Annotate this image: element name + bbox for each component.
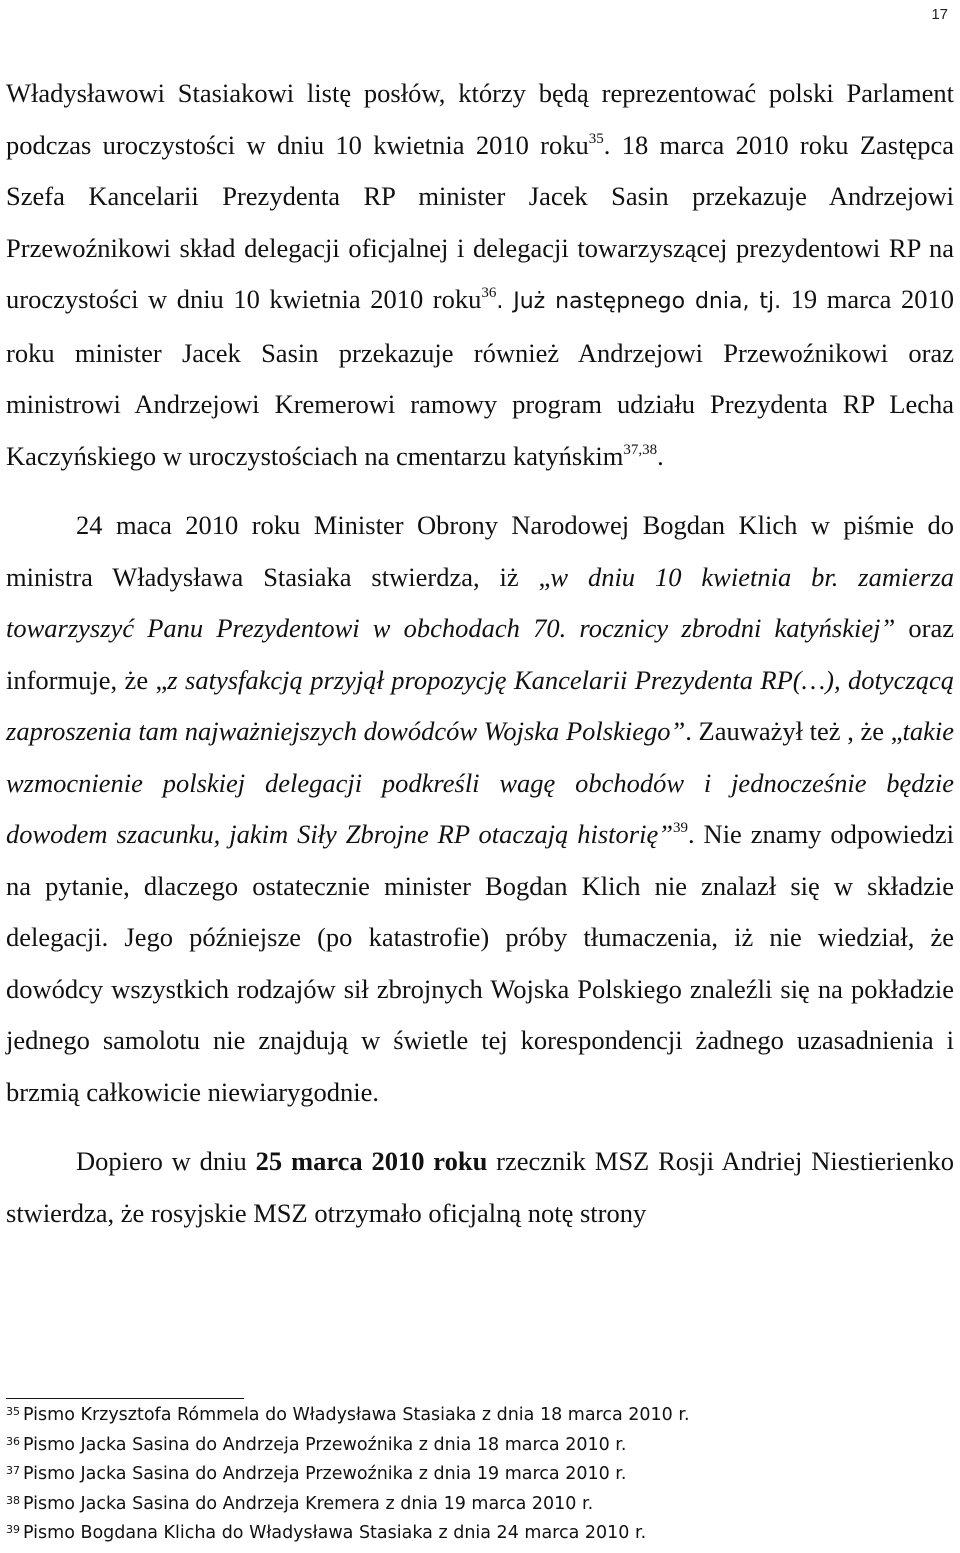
paragraph-2-quote-2: z satysfakcją przyjął propozycję Kancelarii Prezydenta RP(…), dotyczącą zaproszenia tam najważniejszych dowódców Wojska Polskiego” bbox=[6, 664, 954, 746]
paragraph-3-text-1: Dopiero w dniu bbox=[76, 1146, 256, 1176]
paragraph-2-text-1: 24 maca 2010 roku Minister Obrony Narodowej Bogdan Klich w piśmie do ministra Władysława Stasiaka stwierdza, iż „ bbox=[6, 510, 954, 592]
paragraph-2-quote-1: w dniu 10 kwietnia br. zamierza towarzyszyć Panu Prezydentowi w obchodach 70. rocznicy zbrodni katyńskiej” bbox=[6, 561, 955, 643]
footnote-ref-39: 39 bbox=[672, 820, 688, 836]
footnote-text: Pismo Jacka Sasina do Andrzeja Przewoźnika z dnia 18 marca 2010 r. bbox=[23, 1434, 627, 1455]
paragraph-1-text-1: Władysławowi Stasiakowi listę posłów, którzy będą reprezentować polski Parlament podczas uroczystości w dniu 10 kwietnia 2010 roku bbox=[6, 78, 954, 160]
footnote-text: Pismo Krzysztofa Rómmela do Władysława Stasiaka z dnia 18 marca 2010 r. bbox=[23, 1405, 690, 1425]
footnote-item bbox=[6, 1405, 946, 1435]
footnote-divider bbox=[6, 1398, 244, 1399]
paragraph-1-text-4: 19 marca 2010 roku minister Jacek Sasin przekazuje również Andrzejowi Przewoźnikowi oraz ministrowi Andrzejowi Kremerowi ramowy program udziału Prezydenta RP Lecha Kaczyńskiego w uroczystościach na cmentarzu katyńskim bbox=[6, 284, 954, 471]
footnote-item bbox=[6, 1494, 946, 1524]
footnote-number: 35 bbox=[6, 1405, 20, 1418]
footnote-text: Pismo Jacka Sasina do Andrzeja Kremera z dnia 19 marca 2010 r. bbox=[23, 1493, 594, 1514]
footnote-number: 39 bbox=[6, 1523, 20, 1536]
document-body bbox=[6, 68, 954, 1239]
footnote-ref-37-38: 37,38 bbox=[623, 441, 658, 458]
paragraph-1 bbox=[6, 68, 954, 482]
footnote-ref-35: 35 bbox=[588, 130, 604, 147]
paragraph-2-text-2: oraz informuje, że „ bbox=[6, 613, 954, 695]
paragraph-2-text-4: . Nie znamy odpowiedzi na pytanie, dlaczego ostatecznie minister Bogdan Klich nie znalazł się w składzie delegacji. Jego późniejsze (po katastrofie) próby tłumaczenia, iż nie wiedział, że dowódcy wszystkich rodzajów sił zbrojnych Wojska Polskiego znaleźli się na pokładzie jednego samolotu nie znajdują w świetle tej korespondencji żadnego uzasadnienia i brzmią całkowicie niewiarygodnie. bbox=[6, 819, 954, 1107]
page-number: 17 bbox=[931, 6, 948, 23]
paragraph-3-text-2: rzecznik MSZ Rosji Andriej Niestierienko stwierdza, że rosyjskie MSZ otrzymało oficjalną notę strony bbox=[6, 1146, 955, 1228]
footnotes bbox=[6, 1405, 946, 1553]
paragraph-2 bbox=[6, 500, 954, 1118]
footnote-item bbox=[6, 1464, 946, 1494]
paragraph-1-text-2: . 18 marca 2010 roku Zastępca Szefa Kancelarii Prezydenta RP minister Jacek Sasin przekazuje Andrzejowi Przewoźnikowi skład delegacji oficjalnej i delegacji towarzyszącej prezydentowi RP na uroczystości w dniu 10 kwietnia 2010 roku bbox=[6, 129, 954, 314]
footnote-item bbox=[6, 1435, 946, 1465]
footnote-text: Pismo Jacka Sasina do Andrzeja Przewoźnika z dnia 19 marca 2010 r. bbox=[23, 1464, 627, 1484]
footnote-number: 38 bbox=[6, 1493, 20, 1507]
footnote-text: Pismo Bogdana Klicha do Władysława Stasiaka z dnia 24 marca 2010 r. bbox=[23, 1523, 647, 1543]
footnote-number: 37 bbox=[6, 1464, 20, 1477]
paragraph-3 bbox=[6, 1136, 954, 1239]
footnote-number: 36 bbox=[6, 1434, 20, 1448]
paragraph-2-text-3: . Zauważył też , że „ bbox=[685, 716, 903, 746]
paragraph-1-text-5: . bbox=[657, 440, 664, 471]
paragraph-1-text-3: . Już następnego dnia, tj. bbox=[496, 289, 782, 314]
paragraph-2-quote-3: takie wzmocnienie polskiej delegacji podkreśli wagę obchodów i jednocześnie będzie dowodem szacunku, jakim Siły Zbrojne RP otaczają historię” bbox=[6, 716, 954, 849]
footnote-ref-36: 36 bbox=[481, 285, 497, 301]
footnote-item bbox=[6, 1523, 946, 1553]
paragraph-3-bold-date: 25 marca 2010 roku bbox=[255, 1146, 488, 1176]
